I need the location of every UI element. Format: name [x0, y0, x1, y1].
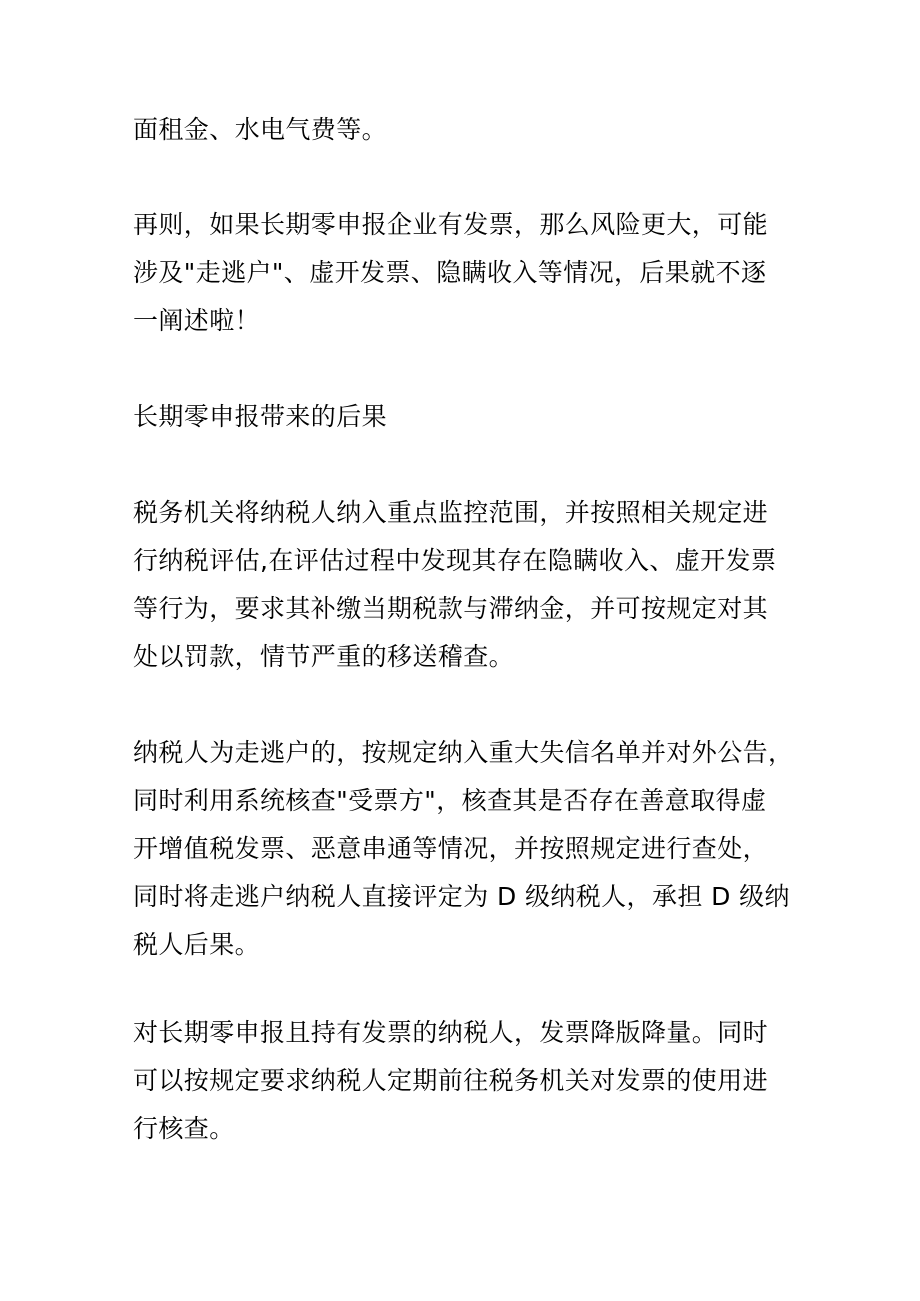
text-line: 等行为，要求其补缴当期税款与滞纳金，并可按规定对其	[133, 594, 769, 623]
text-line: 长期零申报带来的后果	[133, 402, 388, 431]
text-line: 可以按规定要求纳税人定期前往税务机关对发票的使用进	[133, 1066, 769, 1095]
paragraph-tax-monitoring	[133, 489, 813, 681]
text-line: 税务机关将纳税人纳入重点监控范围，并按照相关规定进	[133, 498, 769, 527]
paragraph-invoice-reduction	[133, 1009, 813, 1153]
text-line: 一阐述啦！	[133, 306, 261, 335]
text-line: 对长期零申报且持有发票的纳税人，发票降版降量。同时	[133, 1018, 769, 1047]
text-line: 处以罚款，情节严重的移送稽查。	[133, 642, 515, 671]
text-line: 同时将走逃户纳税人直接评定为 D 级纳税人，承担 D 级纳	[133, 882, 790, 911]
paragraph-abscond-taxpayer	[133, 729, 813, 969]
text-line: 再则，如果长期零申报企业有发票，那么风险更大，可能	[133, 210, 769, 239]
paragraph-invoice-risk	[133, 201, 813, 345]
text-line: 面租金、水电气费等。	[133, 115, 388, 144]
text-line: 涉及"走逃户"、虚开发票、隐瞒收入等情况，后果就不逐	[133, 258, 767, 287]
section-heading-consequences	[133, 393, 813, 441]
text-line: 行纳税评估,在评估过程中发现其存在隐瞒收入、虚开发票	[133, 546, 777, 575]
text-line: 税人后果。	[133, 930, 261, 959]
text-line: 开增值税发票、恶意串通等情况，并按照规定进行查处，	[133, 834, 769, 863]
paragraph-fees	[133, 106, 813, 154]
text-line: 纳税人为走逃户的，按规定纳入重大失信名单并对外公告，	[133, 738, 794, 767]
text-line: 行核查。	[133, 1114, 235, 1143]
text-line: 同时利用系统核查"受票方"，核查其是否存在善意取得虚	[133, 786, 767, 815]
